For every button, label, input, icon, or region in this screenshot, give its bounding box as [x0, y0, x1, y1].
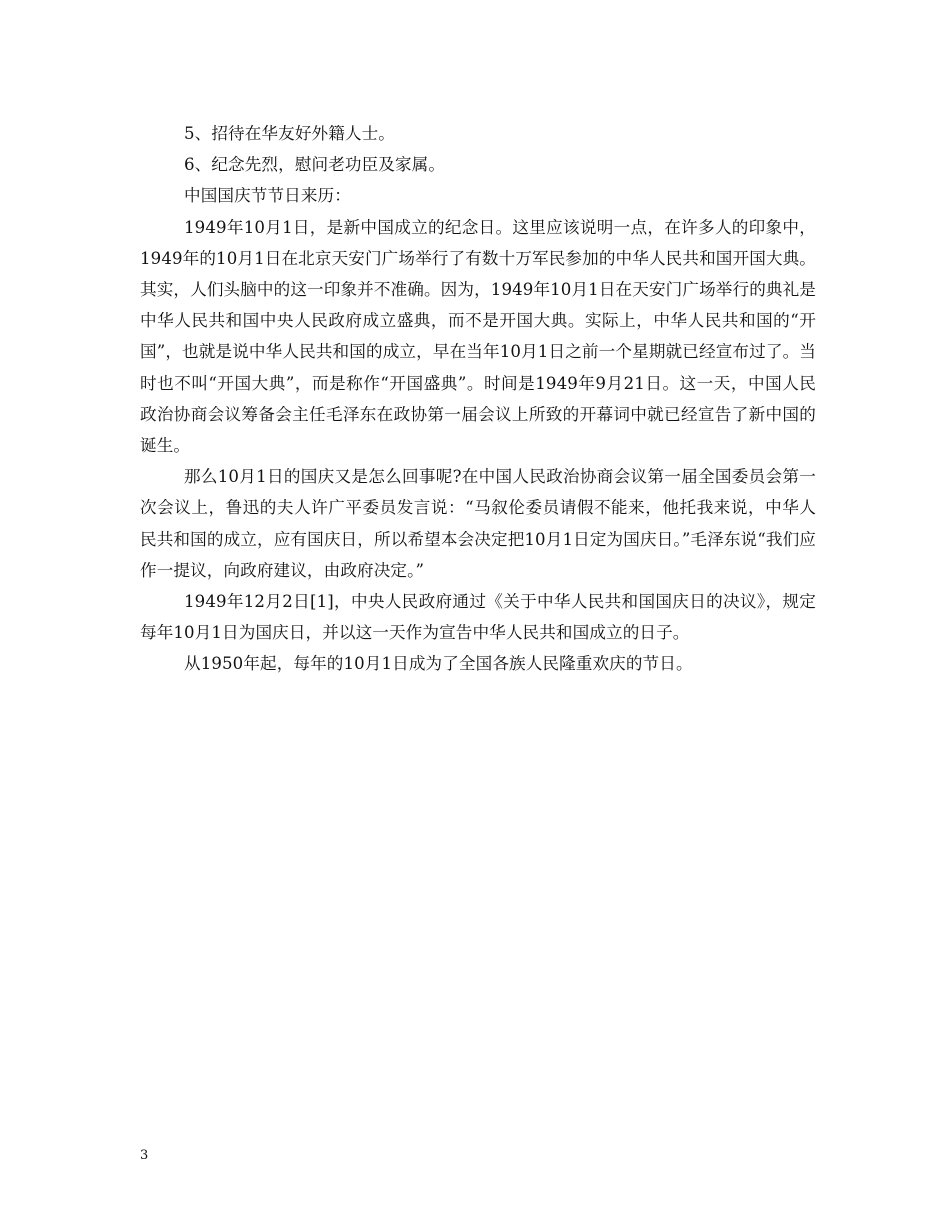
paragraph-resolution: 1949年12月2日[1]，中央人民政府通过《关于中华人民共和国国庆日的决议》，规定每年10月1日为国庆日，并以这一天作为宣告中华人民共和国成立的日子。: [140, 592, 816, 643]
paragraph-national-day-question: 那么10月1日的国庆又是怎么回事呢?在中国人民政治协商会议第一届全国委员会第一次会议上，鲁迅的夫人许广平委员发言说：“马叙伦委员请假不能来，他托我来说，中华人民共和国的成立，应有国庆日，所以希望本会决定把10月1日定为国庆日。”毛泽东说“我们应作一提议，向政府建议，由政府决定。”: [140, 467, 816, 580]
paragraph-item-6: 6、纪念先烈，慰问老功臣及家属。: [184, 155, 446, 175]
section-heading: 中国国庆节节日来历：: [184, 186, 351, 206]
page-number: 3: [140, 1148, 149, 1163]
document-body: [140, 118, 816, 680]
paragraph-history: 1949年10月1日，是新中国成立的纪念日。这里应该说明一点，在许多人的印象中，1949年的10月1日在北京天安门广场举行了有数十万军民参加的中华人民共和国开国大典。其实，人们头脑中的这一印象并不准确。因为，1949年10月1日在天安门广场举行的典礼是中华人民共和国中央人民政府成立盛典，而不是开国大典。实际上，中华人民共和国的“开国”，也就是说中华人民共和国的成立，早在当年10月1日之前一个星期就已经宣布过了。当时也不叫“开国大典”，而是称作“开国盛典”。时间是1949年9月21日。这一天，中国人民政治协商会议筹备会主任毛泽东在政协第一届会议上所致的开幕词中就已经宣告了新中国的诞生。: [140, 217, 816, 456]
paragraph-since-1950: 从1950年起，每年的10月1日成为了全国各族人民隆重欢庆的节日。: [184, 654, 693, 674]
paragraph-item-5: 5、招待在华友好外籍人士。: [184, 124, 395, 143]
